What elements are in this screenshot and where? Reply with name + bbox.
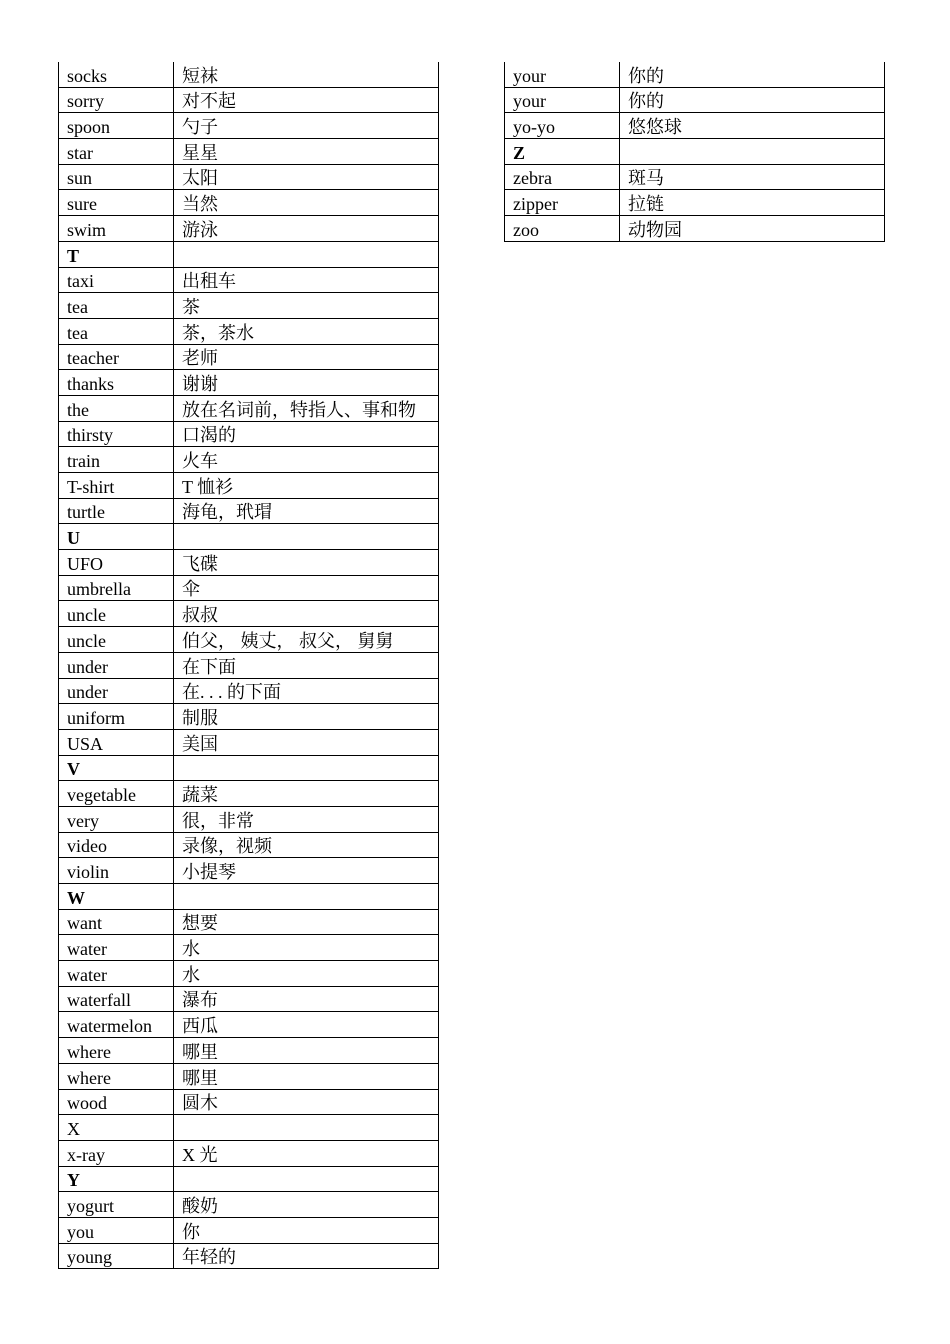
vocab-row (505, 113, 885, 139)
chinese-meaning: 你的 (620, 87, 885, 113)
english-word: T-shirt (59, 473, 174, 499)
english-word: water (59, 935, 174, 961)
english-word: sure (59, 190, 174, 216)
vocab-row (59, 1063, 439, 1089)
chinese-meaning: 星星 (174, 139, 439, 165)
english-word: star (59, 139, 174, 165)
vocab-row (59, 1089, 439, 1115)
vocab-table-left (58, 62, 439, 1269)
english-word: x-ray (59, 1140, 174, 1166)
chinese-meaning: 茶，茶水 (174, 318, 439, 344)
vocab-row (59, 678, 439, 704)
chinese-meaning: T 恤衫 (174, 473, 439, 499)
english-word: very (59, 806, 174, 832)
english-word: thanks (59, 370, 174, 396)
english-word: socks (59, 62, 174, 87)
english-word: thirsty (59, 421, 174, 447)
vocab-row (59, 961, 439, 987)
chinese-meaning: 年轻的 (174, 1243, 439, 1269)
english-word: where (59, 1038, 174, 1064)
vocab-row (59, 729, 439, 755)
vocab-row (505, 164, 885, 190)
chinese-meaning: 口渴的 (174, 421, 439, 447)
chinese-meaning: 水 (174, 935, 439, 961)
vocab-row (59, 1217, 439, 1243)
vocab-row (59, 421, 439, 447)
vocab-table-right-body (505, 62, 885, 241)
english-word: young (59, 1243, 174, 1269)
english-word: yo-yo (505, 113, 620, 139)
chinese-meaning: 酸奶 (174, 1192, 439, 1218)
chinese-meaning: 你的 (620, 62, 885, 87)
letter-heading: Z (505, 139, 620, 165)
english-word: violin (59, 858, 174, 884)
vocab-row (59, 1038, 439, 1064)
english-word: teacher (59, 344, 174, 370)
vocab-row (59, 704, 439, 730)
english-word: spoon (59, 113, 174, 139)
chinese-meaning: 哪里 (174, 1038, 439, 1064)
english-word: sun (59, 164, 174, 190)
english-word: zipper (505, 190, 620, 216)
vocab-row (59, 216, 439, 242)
chinese-meaning: 瀑布 (174, 986, 439, 1012)
chinese-meaning (174, 241, 439, 267)
letter-header-row (59, 241, 439, 267)
english-word: uncle (59, 601, 174, 627)
vocab-row (59, 190, 439, 216)
chinese-meaning: 蔬菜 (174, 781, 439, 807)
chinese-meaning: 茶 (174, 293, 439, 319)
chinese-meaning: 伯父， 姨丈， 叔父， 舅舅 (174, 627, 439, 653)
english-word: water (59, 961, 174, 987)
english-word: uncle (59, 627, 174, 653)
chinese-meaning: 短袜 (174, 62, 439, 87)
english-word: the (59, 395, 174, 421)
letter-heading: W (59, 884, 174, 910)
english-word: video (59, 832, 174, 858)
chinese-meaning: 美国 (174, 729, 439, 755)
vocab-row (59, 498, 439, 524)
vocab-row (59, 164, 439, 190)
english-word: tea (59, 293, 174, 319)
chinese-meaning: 录像，视频 (174, 832, 439, 858)
vocab-row (59, 627, 439, 653)
english-word: X (59, 1115, 174, 1141)
english-word: you (59, 1217, 174, 1243)
vocab-row (59, 370, 439, 396)
vocab-row (59, 935, 439, 961)
english-word: waterfall (59, 986, 174, 1012)
chinese-meaning: 游泳 (174, 216, 439, 242)
vocab-row (505, 216, 885, 242)
vocab-row (59, 806, 439, 832)
english-word: your (505, 62, 620, 87)
chinese-meaning: 飞碟 (174, 550, 439, 576)
vocab-row (59, 858, 439, 884)
chinese-meaning: 勺子 (174, 113, 439, 139)
chinese-meaning (174, 1115, 439, 1141)
letter-heading: Y (59, 1166, 174, 1192)
chinese-meaning: 想要 (174, 909, 439, 935)
vocab-row (59, 1243, 439, 1269)
vocab-row (505, 62, 885, 87)
letter-header-row (59, 524, 439, 550)
chinese-meaning: 谢谢 (174, 370, 439, 396)
chinese-meaning: 太阳 (174, 164, 439, 190)
chinese-meaning: 很，非常 (174, 806, 439, 832)
vocab-row (59, 832, 439, 858)
english-word: taxi (59, 267, 174, 293)
chinese-meaning: 水 (174, 961, 439, 987)
vocab-row (59, 652, 439, 678)
chinese-meaning (174, 884, 439, 910)
english-word: under (59, 652, 174, 678)
chinese-meaning: 在下面 (174, 652, 439, 678)
letter-header-row (59, 1166, 439, 1192)
chinese-meaning: 圆木 (174, 1089, 439, 1115)
vocab-row (59, 781, 439, 807)
english-word: zebra (505, 164, 620, 190)
english-word: under (59, 678, 174, 704)
chinese-meaning: 老师 (174, 344, 439, 370)
chinese-meaning: 悠悠球 (620, 113, 885, 139)
english-word: where (59, 1063, 174, 1089)
chinese-meaning: 叔叔 (174, 601, 439, 627)
vocab-row (59, 62, 439, 87)
chinese-meaning: 你 (174, 1217, 439, 1243)
chinese-meaning: 伞 (174, 575, 439, 601)
english-word: uniform (59, 704, 174, 730)
vocab-row (59, 113, 439, 139)
vocab-row (59, 267, 439, 293)
english-word: yogurt (59, 1192, 174, 1218)
vocab-row (505, 190, 885, 216)
vocab-row (59, 550, 439, 576)
chinese-meaning: 制服 (174, 704, 439, 730)
chinese-meaning: 火车 (174, 447, 439, 473)
english-word: your (505, 87, 620, 113)
vocab-row (59, 1115, 439, 1141)
english-word: turtle (59, 498, 174, 524)
vocab-row (59, 575, 439, 601)
letter-header-row (505, 139, 885, 165)
vocab-row (59, 344, 439, 370)
vocab-row (59, 601, 439, 627)
chinese-meaning: X 光 (174, 1140, 439, 1166)
chinese-meaning: 小提琴 (174, 858, 439, 884)
english-word: sorry (59, 87, 174, 113)
chinese-meaning: 当然 (174, 190, 439, 216)
english-word: train (59, 447, 174, 473)
vocab-row (59, 1012, 439, 1038)
vocab-table-right (504, 62, 885, 242)
chinese-meaning: 动物园 (620, 216, 885, 242)
vocab-row (59, 909, 439, 935)
chinese-meaning: 西瓜 (174, 1012, 439, 1038)
chinese-meaning: 对不起 (174, 87, 439, 113)
chinese-meaning (174, 1166, 439, 1192)
vocab-table-left-body (59, 62, 439, 1269)
chinese-meaning (174, 524, 439, 550)
chinese-meaning (620, 139, 885, 165)
vocab-row (59, 473, 439, 499)
chinese-meaning: 拉链 (620, 190, 885, 216)
letter-heading: V (59, 755, 174, 781)
vocab-row (59, 447, 439, 473)
english-word: tea (59, 318, 174, 344)
letter-header-row (59, 755, 439, 781)
chinese-meaning: 在. . . 的下面 (174, 678, 439, 704)
english-word: umbrella (59, 575, 174, 601)
vocab-row (59, 293, 439, 319)
english-word: vegetable (59, 781, 174, 807)
english-word: zoo (505, 216, 620, 242)
chinese-meaning: 海龟，玳瑁 (174, 498, 439, 524)
vocab-row (59, 1192, 439, 1218)
vocab-row (59, 395, 439, 421)
english-word: swim (59, 216, 174, 242)
chinese-meaning: 斑马 (620, 164, 885, 190)
english-word: USA (59, 729, 174, 755)
vocab-row (59, 986, 439, 1012)
chinese-meaning: 放在名词前，特指人、事和物 (174, 395, 439, 421)
vocab-row (505, 87, 885, 113)
english-word: watermelon (59, 1012, 174, 1038)
chinese-meaning (174, 755, 439, 781)
letter-heading: T (59, 241, 174, 267)
chinese-meaning: 哪里 (174, 1063, 439, 1089)
chinese-meaning: 出租车 (174, 267, 439, 293)
letter-heading: U (59, 524, 174, 550)
vocab-row (59, 318, 439, 344)
english-word: want (59, 909, 174, 935)
letter-header-row (59, 884, 439, 910)
english-word: wood (59, 1089, 174, 1115)
vocab-row (59, 87, 439, 113)
vocab-row (59, 1140, 439, 1166)
english-word: UFO (59, 550, 174, 576)
vocab-row (59, 139, 439, 165)
